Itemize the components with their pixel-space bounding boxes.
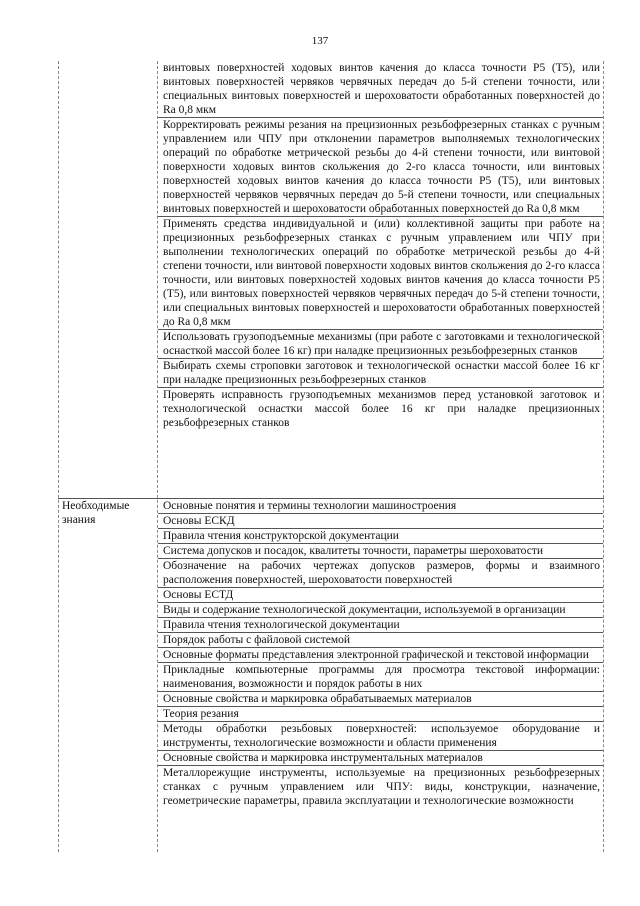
table-row: Методы обработки резьбовых поверхностей: используемое оборудование и инструменты, технологические возможности и области применения: [158, 722, 603, 751]
table-row: Прикладные компьютерные программы для просмотра текстовой информации: наименования, возможности и порядок работы в них: [158, 663, 603, 692]
table-row: Проверять исправность грузоподъемных механизмов перед установкой заготовок и технологической оснастки массой более 16 кг при наладке прецизионных резьбофрезерных станков: [163, 389, 600, 429]
page-number: 137: [311, 35, 329, 47]
table-row: винтовых поверхностей ходовых винтов качения до класса точности P5 (T5), или винтовых поверхностей червяков червячных передач до 5-й степени точности, или специальных винтовых поверхностей и шероховатости обработанных поверхностей до Ra 0,8 мкм: [158, 61, 603, 118]
table-row: Виды и содержание технологической документации, используемой в организации: [158, 603, 603, 618]
table-row: Правила чтения конструкторской документации: [158, 529, 603, 544]
table-row: Использовать грузоподъемные механизмы (при работе с заготовками и технологической оснасткой массой более 16 кг) при наладке прецизионных резьбофрезерных станков: [158, 330, 603, 359]
table-row: Выбирать схемы строповки заготовок и технологической оснастки массой более 16 кг при наладке прецизионных резьбофрезерных станков: [158, 359, 603, 388]
table-row: Основные понятия и термины технологии машиностроения: [158, 499, 603, 514]
table-row: Применять средства индивидуальной и (или) коллективной защиты при работе на прецизионных резьбофрезерных станках с ручным управлением или ЧПУ при выполнении технологических операций по обработке метрической резьбы до 4-й степени точности, или винтовой поверхности ходовых винтов скольжения до 2-го класса точности, или винтовых поверхностей ходовых винтов качения до класса точности P5 (T5), или винтовых поверхностей червяков червячных передач до 5-й степени точности, или специальных винтовых поверхностей и шероховатости обработанных поверхностей до Ra 0,8 мкм: [158, 217, 603, 330]
table-row: Основные форматы представления электронной графической и текстовой информации: [158, 648, 603, 663]
requirements-table: [58, 61, 604, 852]
skills-rows: [158, 61, 603, 430]
table-row: Основы ЕСТД: [158, 588, 603, 603]
table-row: Порядок работы с файловой системой: [158, 633, 603, 648]
table-left-border: [58, 61, 59, 852]
table-right-border: [603, 61, 604, 852]
knowledge-label: Необходимые знания: [62, 500, 130, 526]
table-row: Металлорежущие инструменты, используемые на прецизионных резьбофрезерных станках с ручным управлением или ЧПУ: виды, конструкции, назначение, геометрические параметры, правила эксплуатации и технологические возможности: [163, 767, 600, 807]
knowledge-block: [58, 498, 604, 807]
table-row: Основные свойства и маркировка обрабатываемых материалов: [158, 692, 603, 707]
knowledge-rows: [158, 499, 603, 808]
table-row: Основные свойства и маркировка инструментальных материалов: [158, 751, 603, 766]
table-row: Система допусков и посадок, квалитеты точности, параметры шероховатости: [158, 544, 603, 559]
table-row: Теория резания: [158, 707, 603, 722]
table-row: Корректировать режимы резания на прецизионных резьбофрезерных станках с ручным управлением или ЧПУ при отклонении параметров выполняемых технологических операций по обработке метрической резьбы до 4-й степени точности, или винтовой поверхности ходовых винтов скольжения до 2-го класса точности, или винтовых поверхностей ходовых винтов качения до класса точности P5 (T5), или винтовых поверхностей червяков червячных передач до 5-й степени точности, или специальных винтовых поверхностей и шероховатости обработанных поверхностей до Ra 0,8 мкм: [158, 118, 603, 217]
table-row: Правила чтения технологической документации: [158, 618, 603, 633]
table-row: Основы ЕСКД: [158, 514, 603, 529]
table-row: Обозначение на рабочих чертежах допусков размеров, формы и взаимного расположения поверхностей, шероховатости поверхностей: [158, 559, 603, 588]
